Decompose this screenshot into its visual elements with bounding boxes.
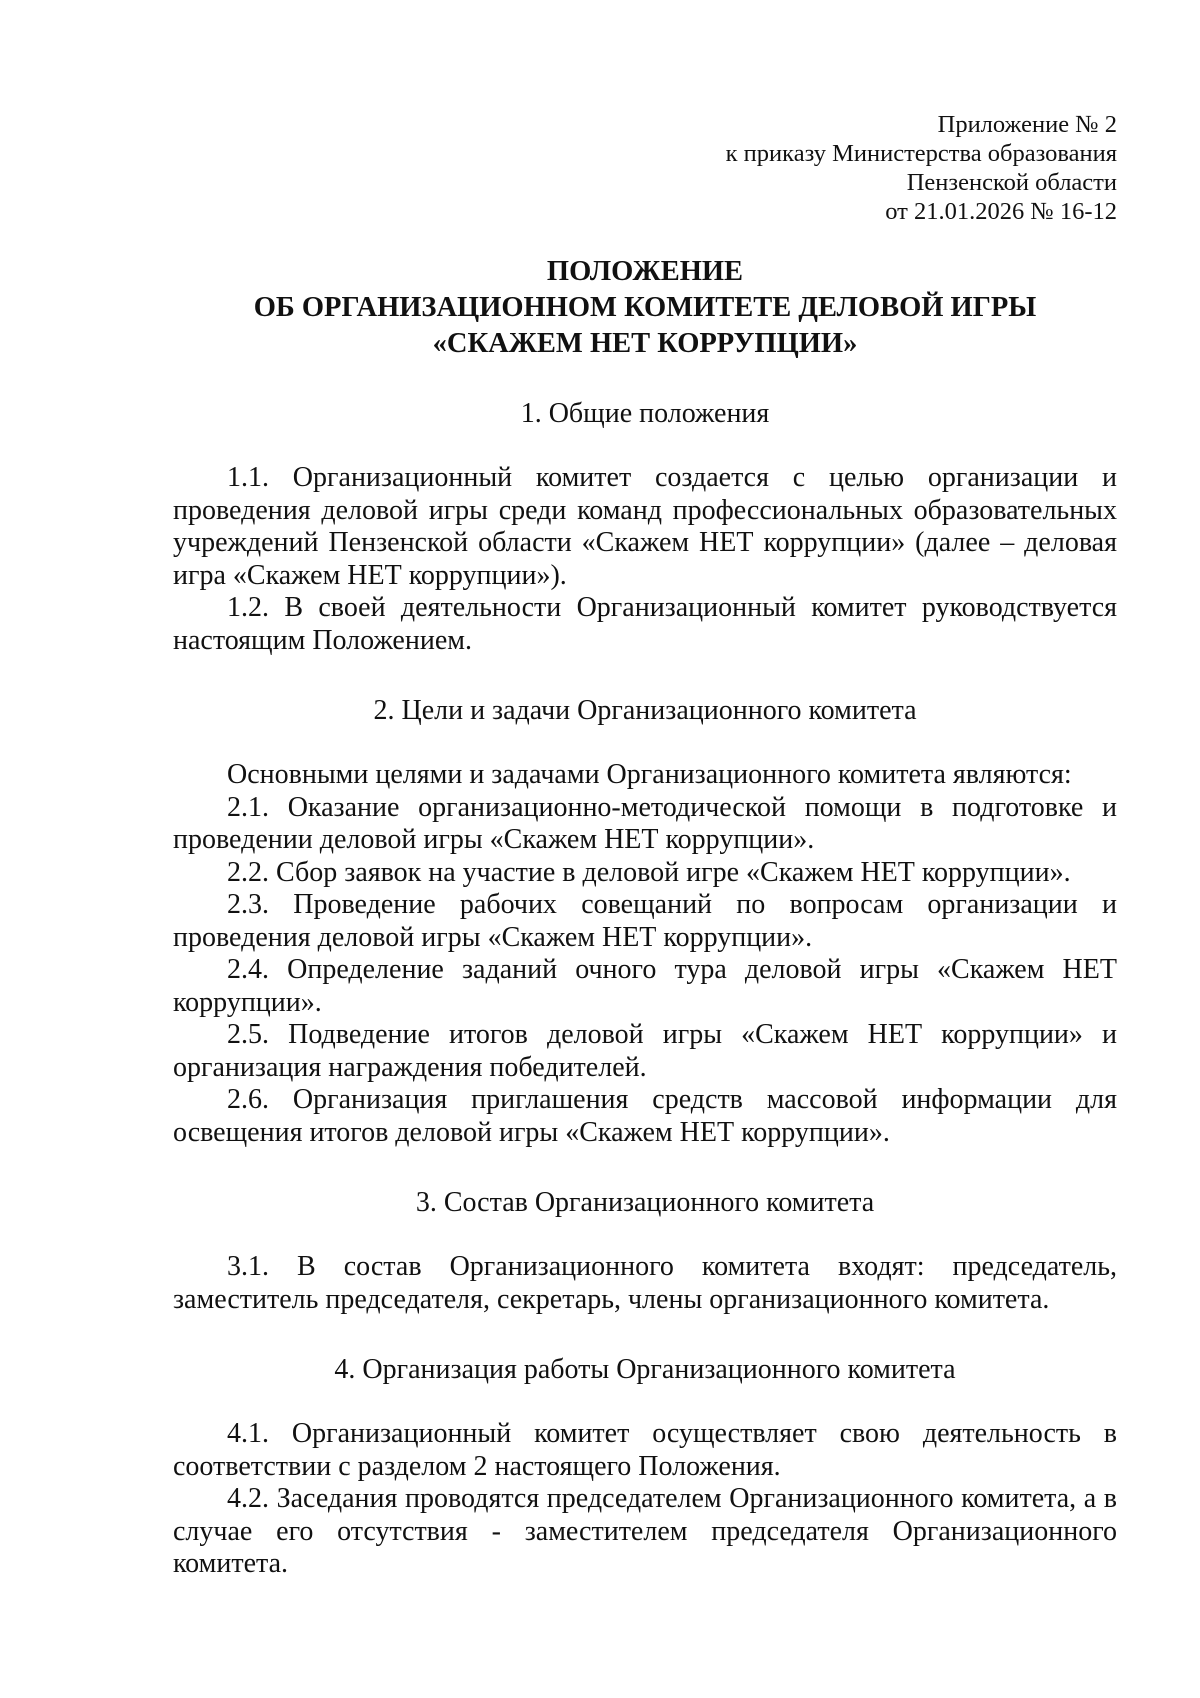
section-heading: 2. Цели и задачи Организационного комитета: [373, 695, 917, 726]
paragraph: 4.2. Заседания проводятся председателем Организационного комитета, а в случае его отсутствия - заместителем председателя Организационного комитета.: [173, 1483, 1117, 1579]
section-work-organization: [173, 1354, 1117, 1581]
section-heading: 4. Организация работы Организационного комитета: [334, 1354, 956, 1385]
title-line: «СКАЖЕМ НЕТ КОРРУПЦИИ»: [432, 328, 858, 359]
section-general: [173, 398, 1117, 657]
paragraph: 2.3. Проведение рабочих совещаний по вопросам организации и проведения деловой игры «Скажем НЕТ коррупции».: [173, 889, 1117, 953]
paragraph: Основными целями и задачами Организационного комитета являются:: [227, 759, 1072, 790]
paragraph: 2.1. Оказание организационно-методической помощи в подготовке и проведении деловой игры «Скажем НЕТ коррупции».: [173, 791, 1117, 855]
paragraph: 3.1. В состав Организационного комитета входят: председатель, заместитель председателя, секретарь, члены организационного комитета.: [173, 1251, 1117, 1315]
section-composition: [173, 1187, 1117, 1316]
document-page: [173, 110, 1117, 1581]
paragraph: 2.5. Подведение итогов деловой игры «Скажем НЕТ коррупции» и организация награждения победителей.: [173, 1019, 1117, 1083]
title-line: ОБ ОРГАНИЗАЦИОННОМ КОМИТЕТЕ ДЕЛОВОЙ ИГРЫ: [253, 292, 1037, 323]
section-goals: [173, 695, 1117, 1149]
annex-line: к приказу Министерства образования: [725, 140, 1117, 167]
paragraph: 2.4. Определение заданий очного тура деловой игры «Скажем НЕТ коррупции».: [173, 954, 1117, 1018]
paragraph: 2.2. Сбор заявок на участие в деловой игре «Скажем НЕТ коррупции».: [227, 856, 1071, 888]
annex-block: [173, 110, 1117, 226]
paragraph: 2.6. Организация приглашения средств массовой информации для освещения итогов деловой игры «Скажем НЕТ коррупции».: [173, 1084, 1117, 1148]
annex-line: Приложение № 2: [937, 111, 1117, 138]
paragraph: 1.1. Организационный комитет создается с целью организации и проведения деловой игры среди команд профессиональных образовательных учреждений Пензенской области «Скажем НЕТ коррупции» (далее – деловая игра «Скажем НЕТ коррупции»).: [173, 462, 1117, 591]
section-heading: 3. Состав Организационного комитета: [415, 1187, 875, 1218]
title-line: ПОЛОЖЕНИЕ: [546, 256, 744, 287]
annex-line: от 21.01.2026 № 16-12: [885, 198, 1117, 225]
document-title: [173, 254, 1117, 362]
annex-line: Пензенской области: [906, 169, 1117, 196]
section-heading: 1. Общие положения: [520, 398, 770, 429]
paragraph: 4.1. Организационный комитет осуществляет свою деятельность в соответствии с разделом 2 настоящего Положения.: [173, 1418, 1117, 1482]
paragraph: 1.2. В своей деятельности Организационный комитет руководствуется настоящим Положением.: [173, 592, 1117, 656]
